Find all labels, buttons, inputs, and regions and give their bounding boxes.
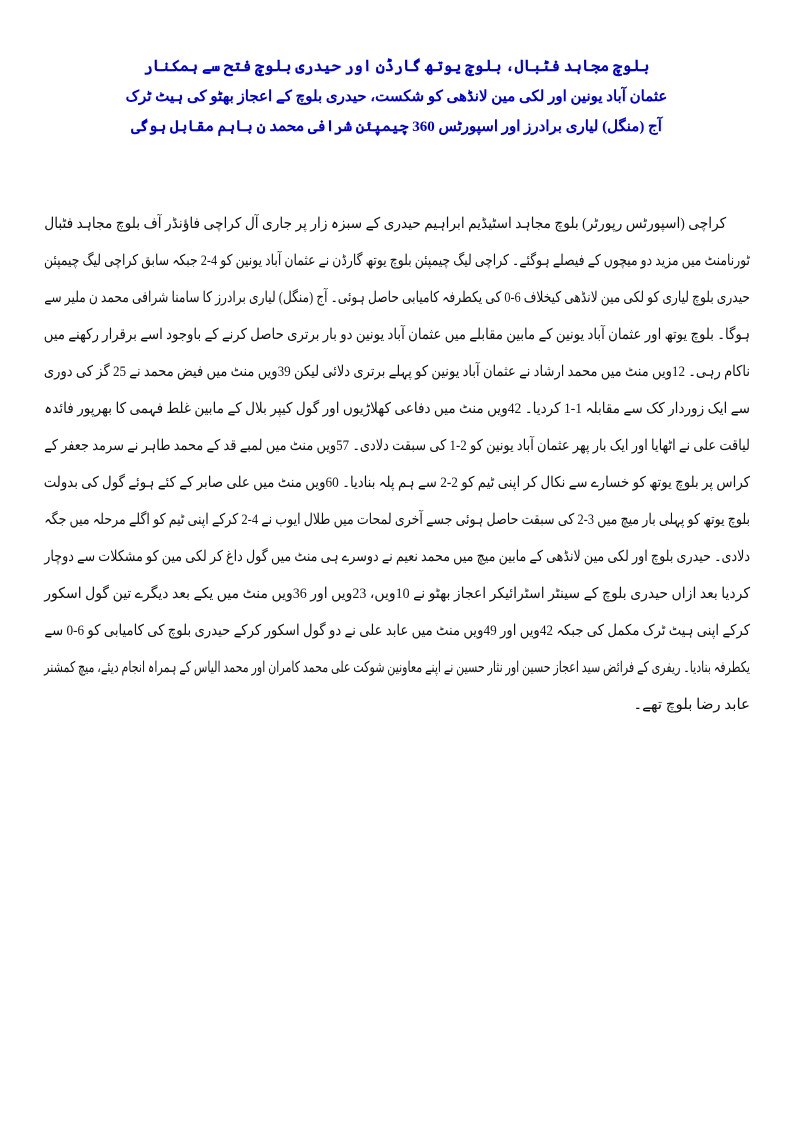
body-line: لیاقت علی نے اٹھایا اور ایک بار پھر عثمان آباد یونین کو 2-1 کی سبقت دلادی۔ 57ویں منٹ میں لمبے قد کے محمد طاہر نے سرمد جعفر کے — [44, 438, 750, 454]
article-body — [44, 206, 750, 724]
headline-line-3: آج (منگل) لیاری برادرز اور اسپورٹس 360 چیمپئن شرافی محمد ن باہم مقابل ہوگی — [131, 119, 662, 135]
body-line: ٹورنامنٹ میں مزید دو میچوں کے فیصلے ہوگئے۔ کراچی لیگ چیمپئن بلوچ یوتھ گارڈن نے عثمان آباد یونین کو 4-2 جبکہ سابق کراچی لیگ چیمپئن — [43, 253, 751, 269]
body-line: دلادی۔ حیدری بلوچ اور لکی مین لانڈھی کے مابین میچ میں محمد نعیم نے دوسرے ہی منٹ میں گول داغ کر لکی مین کو مشکلات سے دوچار — [44, 549, 750, 565]
body-line: یکطرفہ بنادیا۔ ریفری کے فرائض سید اعجاز حسین اور نثار حسین نے اپنے معاونین شوکت علی محمد کامران اور محمد الیاس کے ہمراہ انجام دیئے، میچ کمشنر — [44, 660, 751, 676]
headline-block — [0, 52, 793, 142]
body-line: کردیا بعد ازاں حیدری بلوچ کے سینٹر اسٹرائیکر اعجاز بھٹو نے 10ویں، 23ویں اور 36ویں منٹ میں یکے بعد دیگرے تین گول اسکور — [44, 586, 750, 602]
body-line: ناکام رہی۔ 12ویں منٹ میں محمد ارشاد نے عثمان آباد یونین کو پہلے برتری دلائی لیکن 39ویں منٹ میں فیض محمد نے 25 گز کی دوری — [43, 364, 750, 380]
body-line-last: عابد رضا بلوچ تھے۔ — [633, 697, 750, 713]
body-line: سے ایک زوردار کک سے مقابلہ 1-1 کردیا۔ 42ویں منٹ میں دفاعی کھلاڑیوں اور گول کیپر بلال کے مابین غلط فہمی کا بھرپور فائدہ — [44, 401, 750, 417]
body-line: کرکے اپنی ہیٹ ٹرک مکمل کی جبکہ 42ویں اور 49ویں منٹ میں عابد علی نے دو گول اسکور کرکے حیدری بلوچ کی کامیابی کو 6-0 سے — [44, 623, 750, 639]
body-line: حیدری بلوچ لیاری کو لکی مین لانڈھی کیخلاف 6-0 کی یکطرفہ کامیابی حاصل ہوئی۔ آج (منگل) لیاری برادرز کا سامنا شرافی محمد ن ملیر سے — [44, 290, 750, 306]
article-paragraph — [44, 206, 750, 724]
body-line: بلوچ یوتھ کو پہلی بار میچ میں 3-2 کی سبقت حاصل ہوئی جسے آخری لمحات میں طلال ایوب نے 4-2 کرکے اپنی ٹیم کو اگلے مرحلہ میں جگہ — [44, 512, 750, 528]
headline-line-2: عثمان آباد یونین اور لکی مین لانڈھی کو شکست، حیدری بلوچ کے اعجاز بھٹو کی ہیٹ ٹرک — [125, 89, 668, 105]
body-line: کراس پر بلوچ یوتھ کو خسارے سے نکال کر اپنی ٹیم کو 2-2 سے ہم پلہ بنادیا۔ 60ویں منٹ میں علی صابر کے کئے ہوئے گول کی بدولت — [43, 475, 750, 491]
headline-line-1: بلوچ مجاہد فٹبال، بلوچ یوتھ گارڈن اور حیدری بلوچ فتح سے ہمکنار — [143, 58, 650, 75]
body-line: کراچی (اسپورٹس رپورٹر) بلوچ مجاہد اسٹیڈیم ابراہیم حیدری کے سبزہ زار پر جاری آل کراچی فاؤنڈر آف بلوچ مجاہد فٹبال — [44, 216, 727, 232]
body-line: ہوگا۔ بلوچ یوتھ اور عثمان آباد یونین کے مابین مقابلے میں عثمان آباد یونین دو بار برتری حاصل کرنے کے باوجود اسے برقرار رکھنے میں — [43, 327, 750, 343]
